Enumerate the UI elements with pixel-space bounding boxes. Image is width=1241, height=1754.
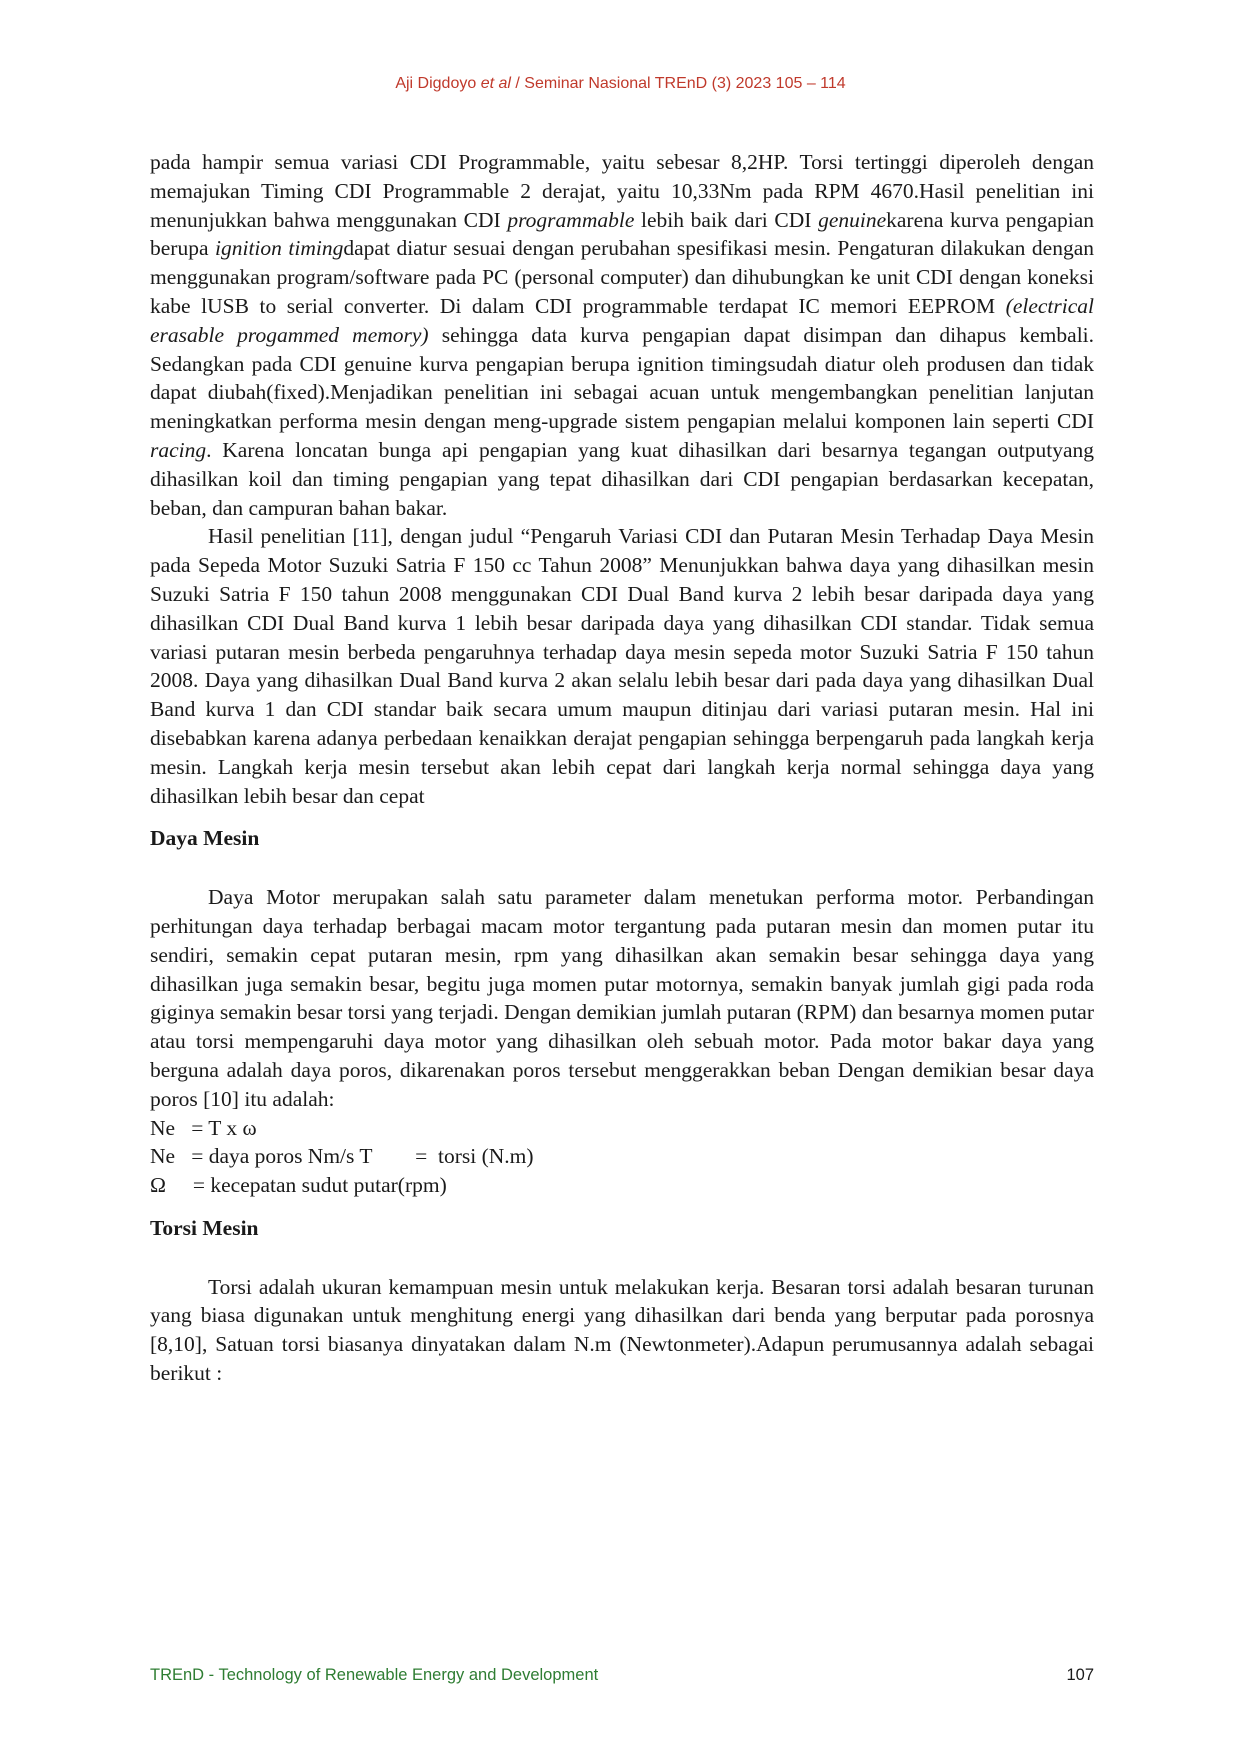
para1-text-5: sehingga data kurva pengapian dapat disimpan dan dihapus kembali. Sedangkan pada CDI genuine kurva pengapian berupa ignition timingsudah diatur oleh produsen dan tidak dapat diubah(fixed).Menjadikan penelitian ini sebagai acuan untuk mengembangkan penelitian lanjutan meningkatkan performa mesin dengan meng-upgrade sistem pengapian melalui komponen lain seperti CDI [150, 322, 1095, 434]
paragraph-2: Hasil penelitian [11], dengan judul “Pengaruh Variasi CDI dan Putaran Mesin Terhadap Daya Mesin pada Sepeda Motor Suzuki Satria F 150 cc Tahun 2008” Menunjukkan bahwa daya yang dihasilkan mesin Suzuki Satria F 150 tahun 2008 menggunakan CDI Dual Band kurva 2 lebih besar daripada daya yang dihasilkan CDI Dual Band kurva 1 lebih besar daripada daya yang dihasilkan CDI standar. Tidak semua variasi putaran mesin berbeda pengaruhnya terhadap daya mesin sepeda motor Suzuki Satria F 150 tahun 2008. Daya yang dihasilkan Dual Band kurva 2 akan selalu lebih besar dari pada daya yang dihasilkan Dual Band kurva 1 dan CDI standar baik secara umum maupun ditinjau dari variasi putaran mesin. Hal ini disebabkan karena adanya perbedaan kenaikkan derajat pengapian sehingga berpengaruh pada langkah kerja mesin. Langkah kerja mesin tersebut akan lebih cepat dari langkah kerja normal sehingga daya yang dihasilkan lebih besar dan cepat [150, 524, 1094, 808]
equation-line-3: Ω = kecepatan sudut putar(rpm) [150, 1173, 447, 1198]
para1-text-3: karena kurva pengapian berupa [150, 207, 1095, 261]
para1-italic-2: genuine [818, 207, 887, 232]
para1-text-4: dapat diatur sesuai dengan perubahan spesifikasi mesin. Pengaturan dilakukan dengan menggunakan program/software pada PC (personal computer) dan dihubungkan ke unit CDI dengan koneksi kabe lUSB to serial converter. Di dalam CDI programmable terdapat IC memori EEPROM [150, 236, 1094, 318]
section-heading-torsi-mesin: Torsi Mesin [150, 1215, 259, 1240]
para1-text-6: . Karena loncatan bunga api pengapian yang kuat dihasilkan dari besarnya tegangan outputyang dihasilkan koil dan timing pengapian yang tepat dihasilkan dari CDI pengapian berdasarkan kecepatan, beban, dan campuran bahan bakar. [150, 437, 1094, 520]
body-text [150, 148, 1094, 1388]
para1-italic-3: ignition timing [215, 236, 344, 261]
equation-line-1: Ne = T x ω [150, 1115, 257, 1140]
para1-text-2: lebih baik dari CDI [634, 207, 819, 232]
para1-text-1: pada hampir semua variasi CDI Programmable, yaitu sebesar 8,2HP. Torsi tertinggi diperoleh dengan memajukan Timing CDI Programmable 2 derajat, yaitu 10,33Nm pada RPM 4670.Hasil penelitian ini menunjukkan bahwa menggunakan CDI [150, 150, 1094, 232]
header-authors: Aji Digdoyo [395, 75, 477, 92]
footer-journal-name: TREnD - Technology of Renewable Energy and Development [150, 1666, 599, 1684]
equation-line-2: Ne = daya poros Nm/s T = torsi (N.m) [150, 1144, 534, 1169]
para1-italic-4: (electrical erasable progammed memory) [150, 293, 1094, 347]
para1-italic-5: racing [150, 437, 207, 462]
footer-page-number: 107 [1066, 1666, 1094, 1684]
header-citation: / Seminar Nasional TREnD (3) 2023 105 – 114 [515, 75, 846, 92]
section-heading-daya-mesin: Daya Mesin [150, 826, 260, 851]
paragraph-torsi-mesin: Torsi adalah ukuran kemampuan mesin untuk melakukan kerja. Besaran torsi adalah besaran turunan yang biasa digunakan untuk menghitung energi yang dihasilkan dari benda yang berputar pada porosnya [8,10], Satuan torsi biasanya dinyatakan dalam N.m (Newtonmeter).Adapun perumusannya adalah sebagai berikut : [150, 1274, 1094, 1386]
paragraph-daya-mesin: Daya Motor merupakan salah satu parameter dalam menetukan performa motor. Perbandingan perhitungan daya terhadap berbagai macam motor tergantung pada putaran mesin dan momen putar itu sendiri, semakin cepat putaran mesin, rpm yang dihasilkan akan semakin besar sehingga daya yang dihasilkan juga semakin besar, begitu juga momen putar motornya, semakin banyak jumlah gigi pada roda giginya semakin besar torsi yang terjadi. Dengan demikian jumlah putaran (RPM) dan besarnya momen putar atau torsi mempengaruhi daya motor yang dihasilkan oleh sebuah motor. Pada motor bakar daya yang berguna adalah daya poros, dikarenakan poros tersebut menggerakkan beban Dengan demikian besar daya poros [10] itu adalah: [150, 885, 1094, 1111]
para1-italic-1: programmable [507, 207, 635, 232]
header-et-al: et al [480, 75, 511, 92]
running-header [0, 75, 1241, 93]
paragraph-1 [150, 148, 1094, 522]
